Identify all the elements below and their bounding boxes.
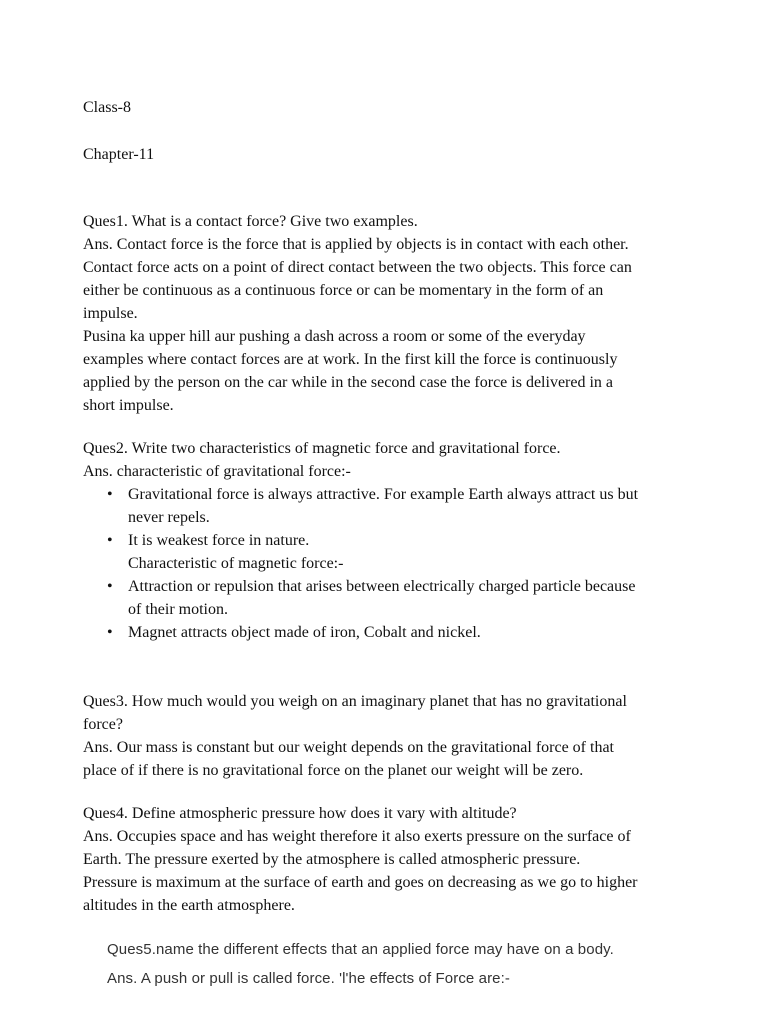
q1-answer-line: either be continuous as a continuous force or can be momentary in the form of an [83, 282, 604, 299]
q1-answer-line: impulse. [83, 305, 138, 322]
list-item [83, 575, 723, 621]
q4-answer-line: Ans. Occupies space and has weight therefore it also exerts pressure on the surface of [83, 828, 631, 845]
bullet-icon: • [107, 486, 113, 503]
list-item [83, 483, 723, 529]
q3-answer-line: Ans. Our mass is constant but our weight depends on the gravitational force of that [83, 739, 614, 756]
bullet-icon: • [107, 532, 113, 549]
q1-answer-line: examples where contact forces are at work. In the first kill the force is continuously [83, 351, 618, 368]
q3-answer-line: place of if there is no gravitational force on the planet our weight will be zero. [83, 762, 584, 779]
q1-answer-line: short impulse. [83, 397, 174, 414]
q1-answer-line: Contact force acts on a point of direct contact between the two objects. This force can [83, 259, 632, 276]
q2-question: Ques2. Write two characteristics of magnetic force and gravitational force. [83, 440, 561, 457]
class-label: Class-8 [83, 99, 131, 116]
q5-question: Ques5.name the different effects that an applied force may have on a body. [107, 941, 614, 958]
bullet-icon: • [107, 578, 113, 595]
q1-question: Ques1. What is a contact force? Give two examples. [83, 213, 418, 230]
list-subheading [83, 552, 723, 575]
q2-answer-intro: Ans. characteristic of gravitational force:- [83, 463, 351, 480]
q4-answer-line: Earth. The pressure exerted by the atmosphere is called atmospheric pressure. [83, 851, 581, 868]
list-item [83, 621, 723, 644]
list-item-text: It is weakest force in nature. [128, 532, 310, 549]
list-item-text: Magnet attracts object made of iron, Cobalt and nickel. [128, 624, 481, 641]
list-item-text: never repels. [128, 509, 210, 526]
list-item-text: of their motion. [128, 601, 228, 618]
characteristics-list [83, 483, 723, 644]
bullet-icon: • [107, 624, 113, 641]
q1-answer-line: Pusina ka upper hill aur pushing a dash across a room or some of the everyday [83, 328, 586, 345]
magnetic-heading: Characteristic of magnetic force:- [128, 555, 344, 572]
q3-question: force? [83, 716, 123, 733]
q4-question: Ques4. Define atmospheric pressure how does it vary with altitude? [83, 805, 517, 822]
q4-answer-line: Pressure is maximum at the surface of earth and goes on decreasing as we go to higher [83, 874, 638, 891]
chapter-label: Chapter-11 [83, 146, 155, 163]
list-item-text: Attraction or repulsion that arises between electrically charged particle because [128, 578, 636, 595]
list-item [83, 529, 723, 552]
q5-answer: Ans. A push or pull is called force. 'l'he effects of Force are:- [107, 970, 510, 987]
q4-answer-line: altitudes in the earth atmosphere. [83, 897, 295, 914]
q1-answer-line: applied by the person on the car while in the second case the force is delivered in a [83, 374, 614, 391]
list-item-text: Gravitational force is always attractive. For example Earth always attract us but [128, 486, 639, 503]
q1-answer-line: Ans. Contact force is the force that is applied by objects is in contact with each other. [83, 236, 629, 253]
q3-question: Ques3. How much would you weigh on an imaginary planet that has no gravitational [83, 693, 627, 710]
